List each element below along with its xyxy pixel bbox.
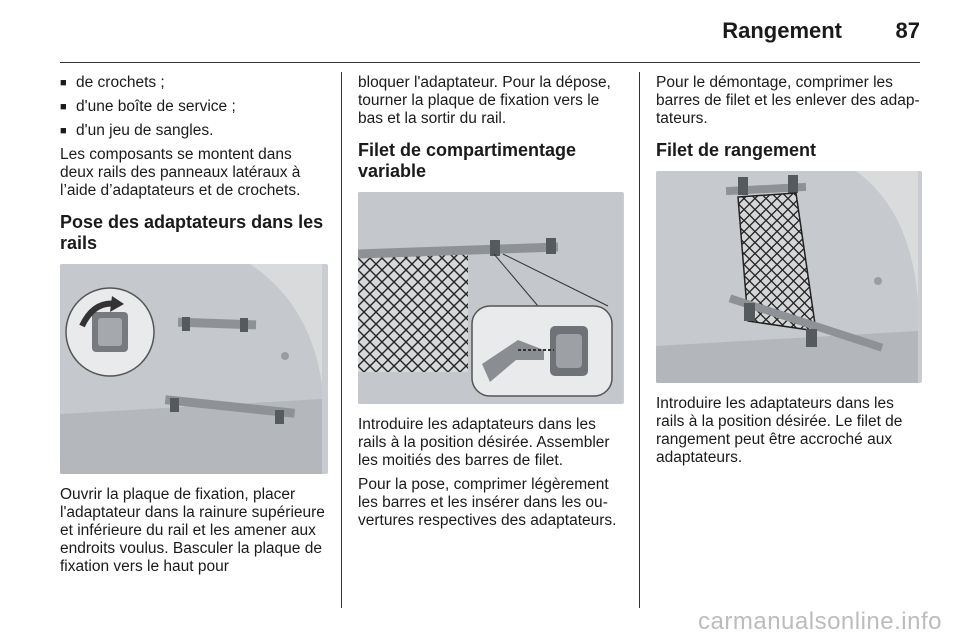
adapter-rail-illustration bbox=[60, 264, 328, 474]
column-divider bbox=[639, 72, 640, 608]
bullet-item: ■ d'un jeu de sangles. bbox=[60, 122, 328, 140]
page-title: Rangement bbox=[722, 18, 842, 43]
bullet-item: ■ d'une boîte de service ; bbox=[60, 98, 328, 116]
net-partition-illustration bbox=[358, 192, 624, 404]
paragraph: Ouvrir la plaque de fixation, placer l'adaptateur dans la rainure supérieure et inférieure du rail et les amener aux endroits voulus. Basculer la plaque de fixation vers le haut pour bbox=[60, 486, 325, 575]
page-header bbox=[60, 0, 920, 63]
bullet-item: ■ de crochets ; bbox=[60, 74, 328, 92]
storage-net-illustration bbox=[656, 171, 922, 383]
watermark: carmanualsonline.info bbox=[698, 608, 942, 635]
section-heading: Filet de compartimentage variable bbox=[358, 140, 577, 181]
column-1 bbox=[60, 74, 328, 582]
column-divider bbox=[341, 72, 342, 608]
paragraph: Introduire les adaptateurs dans les rails à la position désirée. Le filet de rangement peut être accroché aux adaptateurs. bbox=[656, 395, 903, 466]
section-heading: Filet de rangement bbox=[656, 140, 817, 160]
paragraph: Introduire les adaptateurs dans les rails à la position désirée. Assembler les moitiés des barres de filet. bbox=[358, 416, 610, 469]
paragraph: bloquer l'adaptateur. Pour la dépose, tourner la plaque de fixation vers le bas et la sortir du rail. bbox=[358, 74, 611, 127]
column-2 bbox=[358, 74, 624, 536]
column-3 bbox=[656, 74, 922, 473]
section-heading: Pose des adaptateurs dans les rails bbox=[60, 212, 324, 253]
paragraph: Les composants se montent dans deux rails des panneaux latéraux à l’aide d’adaptateurs et de crochets. bbox=[60, 146, 301, 199]
paragraph: Pour le démontage, comprimer les barres de filet et les enlever des adaptateurs. bbox=[656, 74, 920, 127]
page-number: 87 bbox=[895, 18, 920, 43]
paragraph: Pour la pose, comprimer légèrement les barres et les insérer dans les ouvertures respectives des adaptateurs. bbox=[358, 476, 617, 529]
